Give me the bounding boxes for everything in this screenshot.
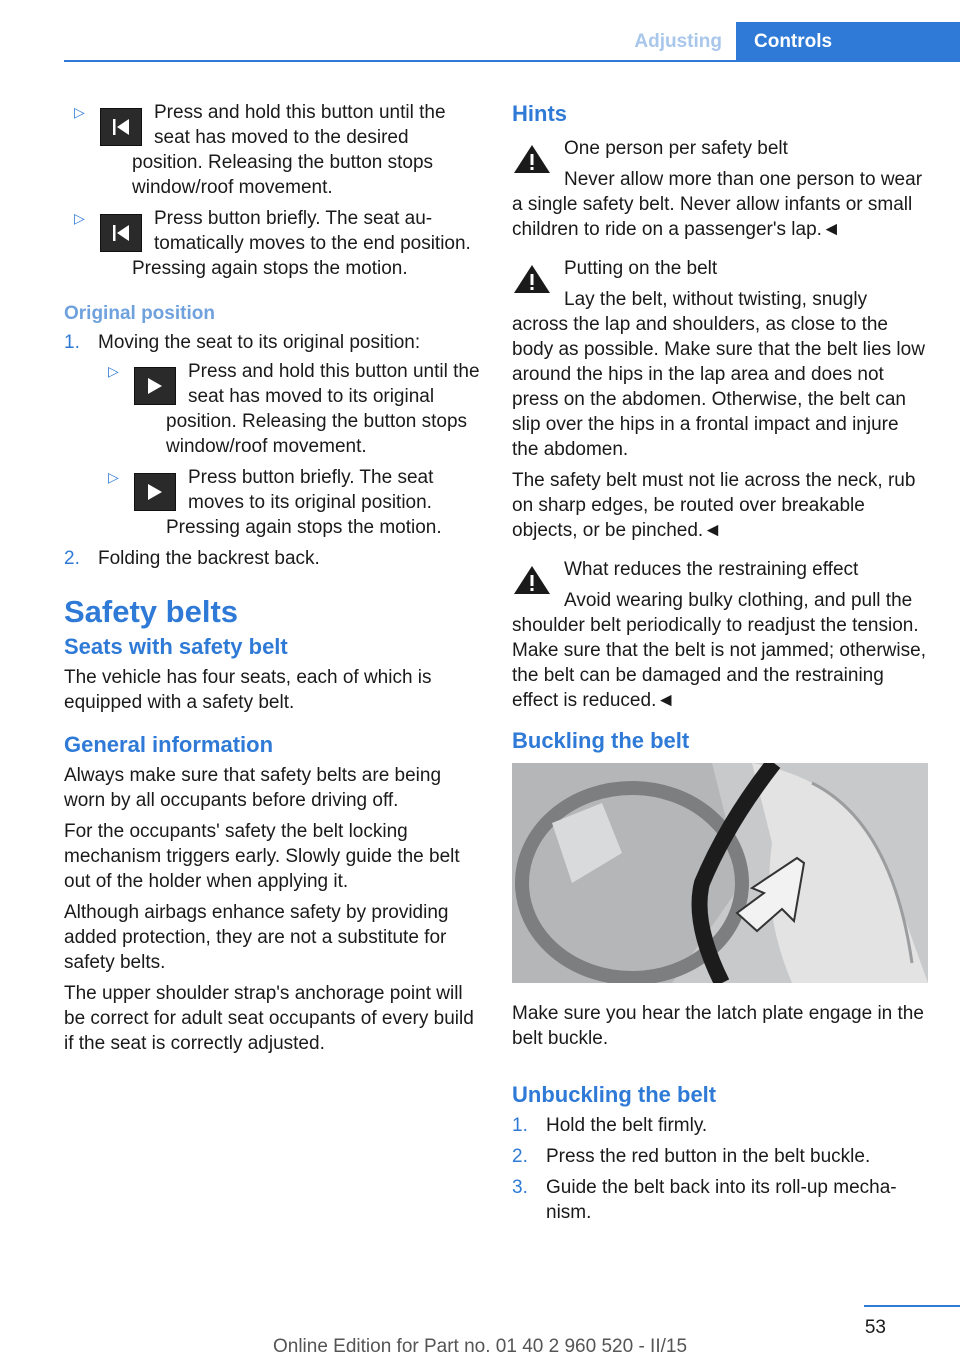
hints-heading: Hints xyxy=(512,101,567,126)
right-column xyxy=(512,100,928,1231)
warning-title: Putting on the belt xyxy=(564,258,718,279)
buckling-illustration xyxy=(512,763,928,983)
step-number: 2. xyxy=(64,548,80,569)
general-info-heading: General information xyxy=(64,732,274,757)
warning-triangle-icon xyxy=(512,262,552,296)
header-rule xyxy=(64,60,960,62)
step-number: 3. xyxy=(512,1177,528,1198)
original-sub-item-hold xyxy=(98,359,480,459)
original-step-2-text: Folding the backrest back. xyxy=(98,548,320,569)
bullet-triangle-icon: ▷ xyxy=(108,469,119,485)
warning-putting-on xyxy=(512,256,928,543)
warning-title: One person per safety belt xyxy=(564,138,788,159)
move-item-brief-text: Press button briefly. The seat automatically moves to the end position. Pressing again stops the motion. xyxy=(132,208,471,279)
original-position-heading: Original position xyxy=(64,303,215,324)
original-step-1 xyxy=(64,330,480,540)
original-step-2 xyxy=(64,546,480,571)
unbuckling-heading: Unbuckling the belt xyxy=(512,1082,717,1107)
seats-text: The vehicle has four seats, each of which is equipped with a safety belt. xyxy=(64,667,432,713)
original-step-1-text: Moving the seat to its original position: xyxy=(98,332,421,353)
unbuckling-step xyxy=(512,1175,928,1225)
page-header xyxy=(0,0,960,62)
general-para: For the occupants' safety the belt locking mechanism triggers early. Slowly guide the belt out of the holder when applying it. xyxy=(64,821,460,892)
warning-triangle-icon xyxy=(512,142,552,176)
warning-one-person xyxy=(512,136,928,242)
header-section-label: Adjusting xyxy=(634,31,722,52)
original-sub-list xyxy=(98,359,480,540)
seat-back-button-icon xyxy=(100,214,142,252)
original-sub-item-hold-text: Press and hold this button until the seat has moved to its original position. Releasing the button stops window/roof movement. xyxy=(166,361,480,457)
unbuckling-step-text: Hold the belt firmly. xyxy=(546,1115,708,1136)
header-chapter-tab: Controls xyxy=(736,22,960,62)
step-number: 1. xyxy=(64,332,80,353)
step-number: 1. xyxy=(512,1115,528,1136)
warning-restraining xyxy=(512,557,928,713)
move-item-hold xyxy=(64,100,480,200)
seat-play-button-icon xyxy=(134,473,176,511)
buckling-heading: Buckling the belt xyxy=(512,728,690,753)
bullet-triangle-icon: ▷ xyxy=(74,210,85,226)
seat-back-button-icon xyxy=(100,108,142,146)
step-number: 2. xyxy=(512,1146,528,1167)
seat-play-button-icon xyxy=(134,367,176,405)
left-column xyxy=(64,100,480,1062)
warning-text: Lay the belt, without twisting, snugly across the lap and shoulders, as close to the body as possible. Make sure that the belt lies low around the hips in the lap area and does not press on the abdomen. Otherwise, the belt can slip over the hips in a frontal impact and injure the abdomen. xyxy=(512,289,925,460)
warning-title: What reduces the restraining effect xyxy=(564,559,859,580)
unbuckling-step xyxy=(512,1144,928,1169)
safety-belts-heading: Safety belts xyxy=(64,594,239,629)
warning-text: The safety belt must not lie across the neck, rub on sharp edges, be routed over breakable objects, or be pinched.◄ xyxy=(512,470,916,541)
move-item-hold-text: Press and hold this button until the seat has moved to the desired position. Releasing the button stops window/roof movement. xyxy=(132,102,446,198)
unbuckling-step-text: Press the red button in the belt buckle. xyxy=(546,1146,871,1167)
footer-rule xyxy=(864,1305,960,1307)
footer-edition: Online Edition for Part no. 01 40 2 960 520 - II/15 xyxy=(272,1336,688,1357)
seats-heading: Seats with safety belt xyxy=(64,634,288,659)
unbuckling-step xyxy=(512,1113,928,1138)
unbuckling-step-text: Guide the belt back into its roll-up mechanism. xyxy=(546,1177,897,1223)
general-para: Although airbags enhance safety by providing added protection, they are not a substitute for safety belts. xyxy=(64,902,449,973)
page-number: 53 xyxy=(864,1317,886,1338)
general-para: The upper shoulder strap's anchorage point will be correct for adult seat occupants of every build if the seat is correctly adjusted. xyxy=(64,983,474,1054)
bullet-triangle-icon: ▷ xyxy=(108,363,119,379)
bullet-triangle-icon: ▷ xyxy=(74,104,85,120)
general-para: Always make sure that safety belts are being worn by all occupants before driving off. xyxy=(64,765,442,811)
original-sub-item-brief-text: Press button briefly. The seat moves to its original position. Pressing again stops the motion. xyxy=(166,467,442,538)
move-item-brief xyxy=(64,206,480,281)
buckling-text: Make sure you hear the latch plate engage in the belt buckle. xyxy=(512,1003,924,1049)
warning-text: Never allow more than one person to wear a single safety belt. Never allow infants or small children to ride on a passenger's lap.◄ xyxy=(512,169,923,240)
warning-triangle-icon xyxy=(512,563,552,597)
warning-text: Avoid wearing bulky clothing, and pull the shoulder belt periodically to readjust the tension. Make sure that the belt is not jammed; otherwise, the belt can be damaged and the restraining effect is reduced.◄ xyxy=(512,590,926,711)
original-sub-item-brief xyxy=(98,465,480,540)
